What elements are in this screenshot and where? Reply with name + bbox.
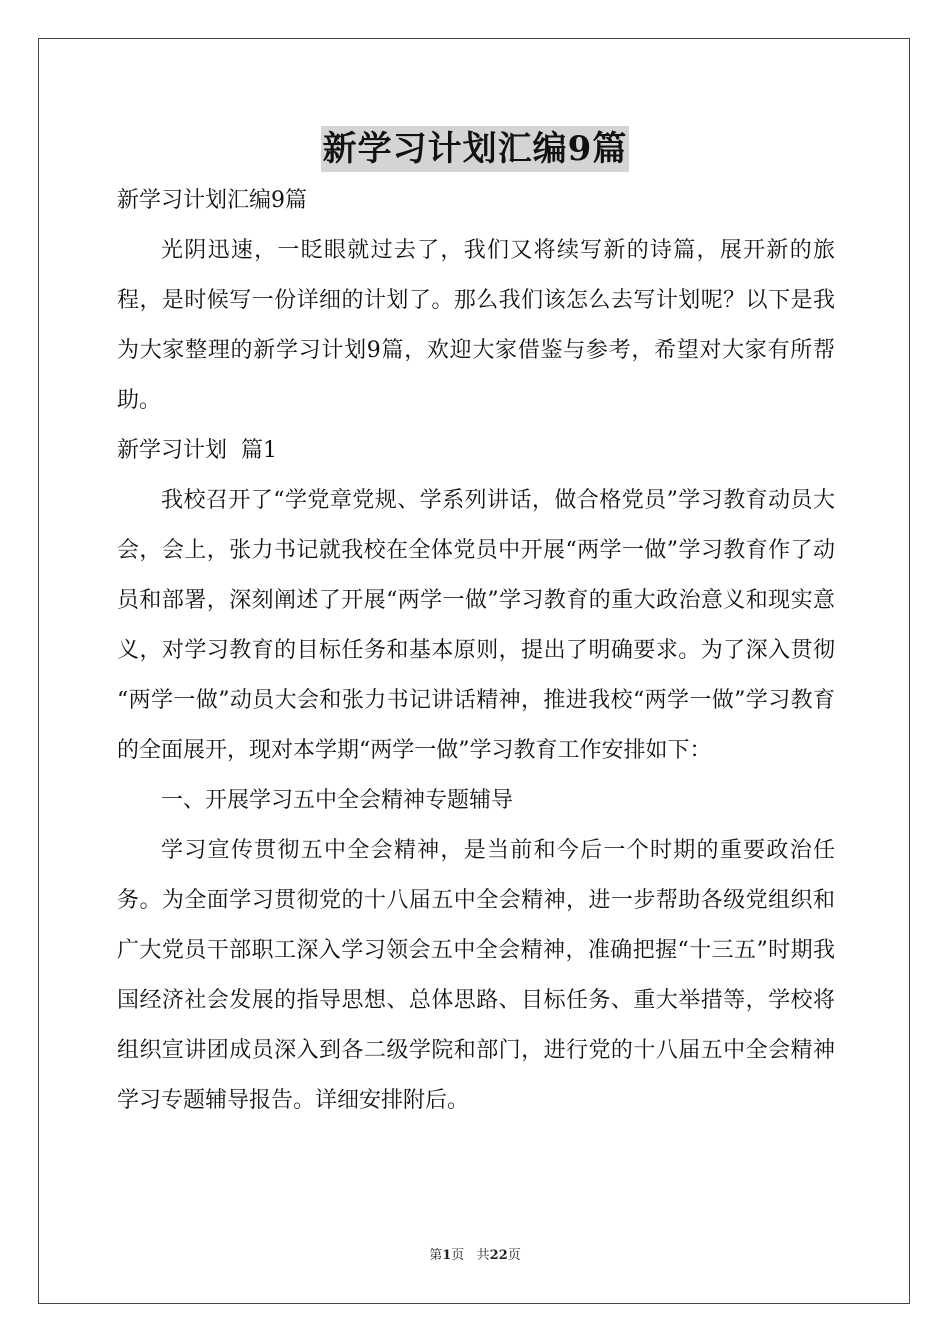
intro-paragraph: 光阴迅速，一眨眼就过去了，我们又将续写新的诗篇，展开新的旅程，是时候写一份详细的计划了。那么我们该怎么去写计划呢？以下是我为大家整理的新学习计划9篇，欢迎大家借鉴与参考，希望对大家有所帮助。 bbox=[117, 238, 835, 413]
footer-page-mid: 页 共 bbox=[451, 1248, 490, 1263]
footer-page-total: 22 bbox=[489, 1248, 508, 1263]
document-body bbox=[117, 176, 835, 1126]
footer-page-current: 1 bbox=[442, 1248, 452, 1263]
footer-page-prefix: 第 bbox=[429, 1248, 443, 1263]
item-heading: 一、开展学习五中全会精神专题辅导 bbox=[161, 788, 514, 813]
page-footer bbox=[0, 1244, 950, 1263]
document-title: 新学习计划汇编9篇 bbox=[321, 126, 630, 172]
title-container bbox=[0, 126, 950, 172]
paragraph-1: 我校召开了“学党章党规、学系列讲话，做合格党员”学习教育动员大会，会上，张力书记就我校在全体党员中开展“两学一做”学习教育作了动员和部署，深刻阐述了开展“两学一做”学习教育的重大政治意义和现实意义，对学习教育的目标任务和基本原则，提出了明确要求。为了深入贯彻 “两学一做”动员大会和张力书记讲话精神，推进我校“两学一做”学习教育的全面展开，现对本学期“两学一做”学习教育工作安排如下： bbox=[117, 488, 835, 763]
document-subtitle: 新学习计划汇编9篇 bbox=[117, 188, 307, 213]
footer-page-suffix: 页 bbox=[507, 1248, 521, 1263]
section-heading: 新学习计划 篇1 bbox=[117, 438, 277, 463]
paragraph-2: 学习宣传贯彻五中全会精神，是当前和今后一个时期的重要政治任务。为全面学习贯彻党的十八届五中全会精神，进一步帮助各级党组织和广大党员干部职工深入学习领会五中全会精神，准确把握“十三五”时期我国经济社会发展的指导思想、总体思路、目标任务、重大举措等，学校将组织宣讲团成员深入到各二级学院和部门，进行党的十八届五中全会精神学习专题辅导报告。详细安排附后。 bbox=[117, 838, 835, 1113]
